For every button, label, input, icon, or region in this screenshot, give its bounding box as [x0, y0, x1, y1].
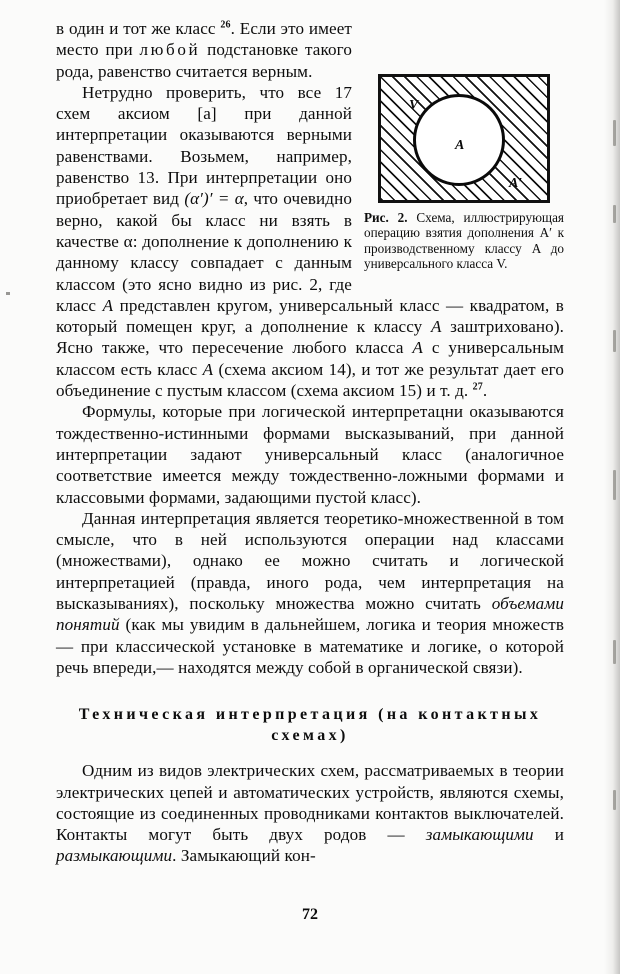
- scan-speckle: [613, 640, 616, 664]
- para2-text-f: заштриховано). Ясно также, что пересечение любого класса: [56, 317, 564, 358]
- para2-text-h: с универсальным классом есть класс: [56, 338, 564, 379]
- para2-symbol-a3: A: [412, 338, 423, 358]
- para2-text-d: представлен кругом, универсальный класс — квадратом, в который помещен круг, а дополнение к классу: [56, 295, 564, 337]
- formula-complement-involution: (α′)′ = α: [184, 189, 244, 209]
- figure-label-class: A: [455, 138, 465, 153]
- para5-text-b: и: [533, 825, 564, 845]
- para2-text-b: , что очевидно верно, какой бы класс ни взять в качестве α: дополнение к дополнению к данному классу совпадает с данным классом (это ясно видно из рис. 2, где класс: [56, 189, 352, 315]
- section-heading-line-2: схемах): [271, 727, 349, 745]
- scan-speckle: [613, 790, 616, 810]
- scan-speckle: [613, 120, 616, 146]
- figure-diagram-hatched-square: [378, 74, 550, 203]
- page-content: [56, 18, 564, 867]
- paragraph-set-theoretic: [56, 508, 564, 678]
- figure-label-universal: V: [409, 98, 419, 113]
- page-number: 72: [302, 906, 318, 923]
- footnote-marker-26: 26: [220, 19, 231, 31]
- para2-symbol-a1: A: [102, 295, 114, 315]
- para2-symbol-a2: A: [430, 317, 442, 337]
- scan-speckle: [613, 330, 616, 352]
- section-heading-line-1: Техническая интерпретация (на контактных: [78, 706, 542, 724]
- footnote-marker-27: 27: [472, 381, 483, 393]
- para-top-emphasis: любой: [139, 40, 201, 60]
- para2-text-j: (схема аксиом 14), и тот же результат дает его объединение с пустым классом (схема аксиом 15) и т. д.: [56, 359, 564, 401]
- para2-symbol-a4: A: [202, 359, 214, 379]
- section-heading: [56, 704, 564, 746]
- figure-caption-text: Схема, иллюстрирующая операцию взятия дополнения A′ к производственному классу A до универсального класса V.: [364, 210, 564, 272]
- para5-text-a: Одним из видов электрических схем, рассматриваемых в теории электрических цепей и автоматических устройств, являются схемы, состоящие из соединенных проводниками контактов выключателей. Контакты могут быть двух родов —: [56, 761, 564, 845]
- scan-left-mark: [6, 292, 10, 295]
- figure-caption-number: Рис. 2.: [364, 210, 408, 225]
- scan-speckle: [613, 205, 616, 223]
- paragraph-continuation-top: [56, 18, 564, 82]
- figure-label-complement: A′: [509, 176, 523, 191]
- paragraph-formulas: Формулы, которые при логической интерпретацни оказываются тождественно-истинными формами высказываний, при данной интерпретации задают универсальный класс (аналогичное соответствие имеется между тождественно-ложными формами и классовыми формами, задающими пустой класс).: [56, 402, 564, 507]
- para5-text-c: . Замыкающий кон-: [172, 846, 316, 866]
- para-top-text-2: . Если это имеет место при: [56, 19, 352, 60]
- para-top-text-1: в один и тот же класс: [56, 19, 221, 38]
- scan-speckle: [613, 470, 616, 500]
- para4-text-a: Данная интерпретация является теоретико-множественной в том смысле, что в ней используются операции над классами (множествами), однако ее можно считать и логической интерпретацией (правда, иного рода, чем интерпретация на высказываниях), поскольку множества можно считать: [56, 508, 564, 614]
- para4-emphasis-volumes: объемами понятий: [56, 594, 564, 635]
- para2-text-a: Нетрудно проверить, что все 17 схем аксиом [а] при данной интерпретации оказываются верными равенствами. Возьмем, например, равенство 13. При интерпретации оно приобретает вид: [56, 82, 352, 209]
- figure-caption: [364, 210, 564, 272]
- para5-emphasis-opening: размыкающими: [56, 846, 173, 866]
- scan-edge-shadow: [604, 0, 620, 974]
- figure-2: [364, 74, 564, 272]
- para-top-text-3: подстановке такого рода, равенство считается верным.: [56, 40, 352, 81]
- para2-text-k: .: [482, 381, 488, 401]
- para5-emphasis-closing: замыкающими: [425, 825, 534, 845]
- para4-text-b: (как мы увидим в дальнейшем, логика и теория множеств — при классической установке в математике и логике, о которой речь впереди,— находятся между собой в органической связи).: [56, 615, 564, 677]
- paragraph-contact-schemes: [56, 760, 564, 866]
